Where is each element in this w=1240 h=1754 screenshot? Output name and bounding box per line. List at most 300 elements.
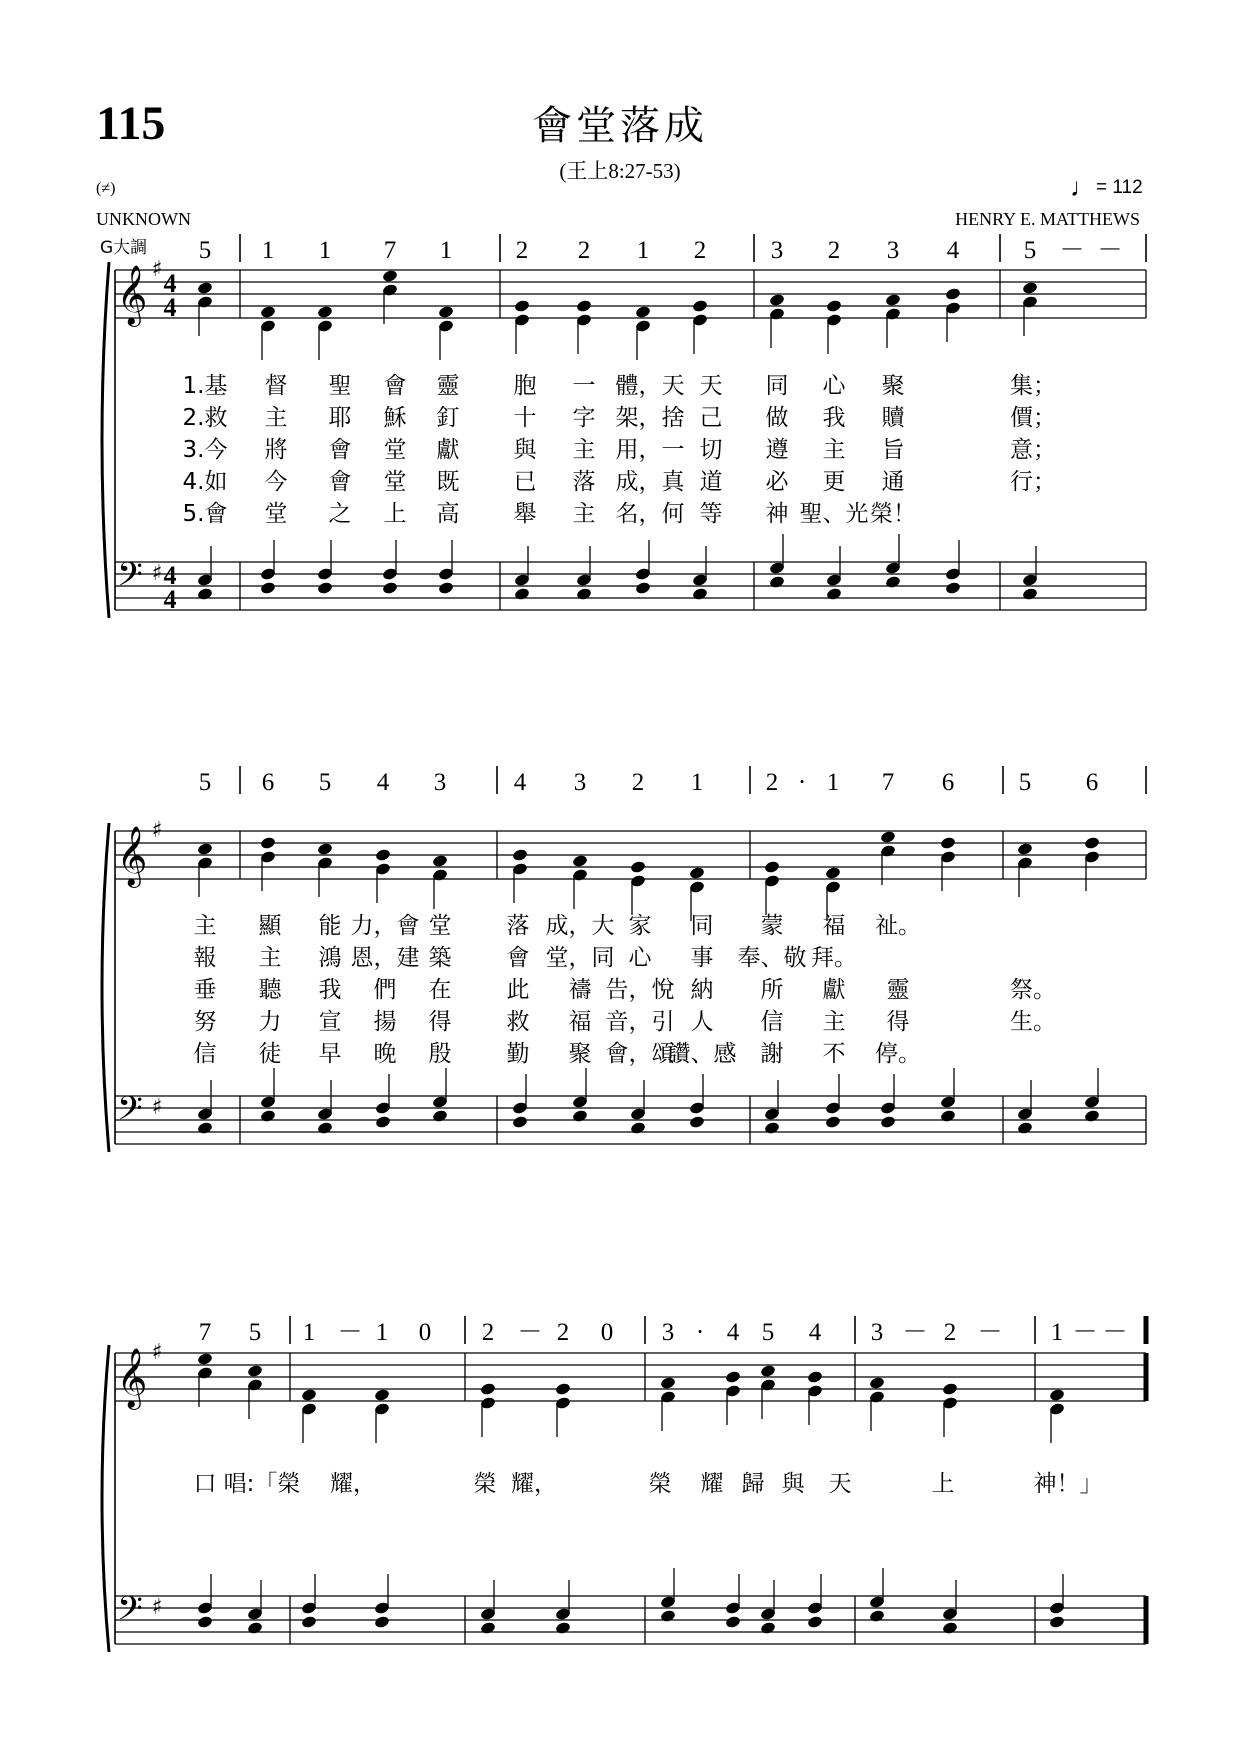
treble-note-head (432, 854, 449, 868)
bass-note-head (514, 587, 531, 601)
lyric-syllable: 5.會 (182, 501, 228, 527)
lyric-syllable: 榮 (473, 1471, 497, 1497)
lyric-syllable: 釘 (436, 405, 460, 431)
treble-note-head (260, 836, 277, 850)
lyric-syllable: 救 (506, 1009, 530, 1035)
lyric-syllable: 鴻 (318, 945, 342, 971)
numbered-note: 1 (439, 237, 453, 264)
system-brace (102, 262, 109, 618)
numbered-note: － (1072, 1319, 1098, 1346)
lyric-syllable: 努 (193, 1009, 217, 1035)
numbered-note: 5 (198, 237, 212, 264)
lyric-syllable: 上 (383, 501, 407, 527)
lyric-syllable: 會 (383, 373, 407, 399)
lyric-syllable: 耶 (328, 405, 352, 431)
lyric-syllable: 們 (373, 977, 397, 1003)
lyric-syllable: 停。 (875, 1041, 921, 1067)
bass-note-head (807, 1615, 824, 1629)
bass-note-head (375, 1115, 392, 1129)
bass-note-head (945, 581, 962, 595)
lyric-syllable: 做 (765, 405, 789, 431)
lyric-syllable: 在 (428, 977, 452, 1003)
treble-note-head (572, 854, 589, 868)
lyric-syllable: 堂 (383, 437, 407, 463)
treble-clef-icon: 𝄞 (116, 265, 148, 325)
numbered-note: 3 (573, 769, 587, 796)
numbered-note: 2 (631, 769, 645, 796)
lyric-syllable: 1.基 (182, 373, 228, 399)
sharp-icon: ♯ (151, 561, 163, 586)
lyric-syllable: 名，何 (615, 501, 685, 527)
lyric-syllable: 贖 (881, 405, 905, 431)
numbered-note: 2 (515, 237, 529, 264)
lyric-syllable: 主 (572, 501, 596, 527)
lyric-syllable: 耀， (330, 1471, 376, 1497)
sharp-icon: ♯ (151, 1595, 163, 1620)
lyric-syllable: 我 (822, 405, 846, 431)
lyric-syllable: 宣 (318, 1009, 342, 1035)
numbered-note: 1 (261, 237, 275, 264)
lyric-syllable: 成，大 (545, 913, 615, 939)
treble-note-head (635, 305, 652, 319)
bass-clef-icon: 𝄢 (117, 556, 143, 602)
lyric-syllable: 聚 (568, 1041, 592, 1067)
numbered-note: 6 (941, 769, 955, 796)
lyric-syllable: 聖 (328, 373, 352, 399)
lyric-syllable: 堂 (428, 913, 452, 939)
lyric-syllable: 讚、感 (667, 1041, 737, 1067)
lyric-syllable: 告，悅 (605, 977, 675, 1003)
treble-note-head (382, 269, 399, 283)
lyric-syllable: 與 (781, 1471, 805, 1497)
numbered-note: － (337, 1319, 363, 1346)
bass-note-head (197, 1615, 214, 1629)
lyric-syllable: 主 (822, 1009, 846, 1035)
sharp-icon: ♯ (151, 1340, 163, 1365)
numbered-note: 5 (761, 1319, 775, 1346)
numbered-note: 5 (248, 1319, 262, 1346)
lyric-syllable: 心 (628, 945, 652, 971)
bass-note-head (660, 1609, 677, 1623)
numbered-note: 1 (826, 769, 840, 796)
lyric-syllable: 主 (822, 437, 846, 463)
lyric-syllable: 會 (328, 437, 352, 463)
lyric-syllable: 事 (690, 945, 714, 971)
lyric-syllable: 口 (193, 1471, 217, 1497)
numbered-note: 4 (808, 1319, 822, 1346)
lyric-syllable: 將 (264, 437, 288, 463)
system-brace (102, 823, 109, 1152)
lyric-syllable: 落 (572, 469, 596, 495)
numbered-note: 1 (318, 237, 332, 264)
bass-note-head (769, 575, 786, 589)
numbered-note: 4 (376, 769, 390, 796)
treble-note-head (375, 848, 392, 862)
treble-note-head (692, 299, 709, 313)
lyric-syllable: 蒙 (760, 913, 784, 939)
bass-note-head (197, 587, 214, 601)
bass-note-head (635, 581, 652, 595)
treble-note-head (1017, 842, 1034, 856)
treble-note-head (480, 1382, 497, 1396)
lyric-syllable: 用，一 (615, 437, 685, 463)
treble-note-head (514, 299, 531, 313)
numbered-note: 5 (1023, 237, 1037, 264)
bass-clef-icon: 𝄢 (117, 1590, 143, 1636)
treble-note-head (374, 1388, 391, 1402)
numbered-note: 3 (433, 769, 447, 796)
lyric-syllable: 家 (628, 913, 652, 939)
lyric-syllable: 得 (428, 1009, 452, 1035)
numbered-note: － (1102, 1319, 1128, 1346)
treble-note-head (660, 1376, 677, 1390)
treble-note-head (260, 305, 277, 319)
lyric-syllable: 徒 (258, 1041, 282, 1067)
lyric-syllable: 奉、敬 (737, 945, 807, 971)
lyric-syllable: 天 (699, 373, 723, 399)
lyric-syllable: 己 (699, 405, 723, 431)
lyric-syllable: 獻 (822, 977, 846, 1003)
lyric-syllable: 道 (699, 469, 723, 495)
bass-note-head (885, 575, 902, 589)
treble-note-head (438, 305, 455, 319)
lyric-syllable: 耀 (700, 1471, 724, 1497)
lyric-syllable: 主 (572, 437, 596, 463)
treble-clef-icon: 𝄞 (116, 1348, 148, 1408)
treble-note-head (197, 1352, 214, 1366)
lyric-syllable: 勤 (506, 1041, 530, 1067)
time-signature-bottom: 4 (163, 293, 177, 322)
treble-note-head (869, 1376, 886, 1390)
treble-note-head (555, 1382, 572, 1396)
lyric-syllable: 祭。 (1010, 977, 1056, 1003)
lyric-syllable: 此 (506, 977, 530, 1003)
lyric-syllable: 督 (264, 373, 288, 399)
lyric-syllable: 遵 (765, 437, 789, 463)
bass-note-head (317, 581, 334, 595)
lyric-syllable: 聽 (258, 977, 282, 1003)
numbered-note: 1 (636, 237, 650, 264)
treble-clef-icon: 𝄞 (116, 826, 148, 886)
lyric-syllable: 耀， (511, 1471, 557, 1497)
numbered-note: 1 (690, 769, 704, 796)
lyric-syllable: 人 (690, 1009, 714, 1035)
lyric-syllable: 謝 (760, 1041, 784, 1067)
system-brace (102, 1345, 109, 1652)
treble-note-head (826, 299, 843, 313)
numbered-note: － (977, 1319, 1003, 1346)
lyric-syllable: 等 (699, 501, 723, 527)
lyric-syllable: 靈 (886, 977, 910, 1003)
lyric-syllable: 信 (193, 1041, 217, 1067)
numbered-note: 5 (1018, 769, 1032, 796)
lyric-syllable: 納 (690, 977, 714, 1003)
lyric-syllable: 同 (690, 913, 714, 939)
lyric-syllable: 晚 (373, 1041, 397, 1067)
treble-note-head (512, 848, 529, 862)
hymn-number: 115 (96, 97, 166, 150)
treble-note-head (945, 287, 962, 301)
bass-note-head (764, 1121, 781, 1135)
time-signature-top: 4 (163, 561, 177, 590)
lyric-syllable: 舉 (513, 501, 537, 527)
lyric-syllable: 上 (931, 1471, 955, 1497)
bass-note-head (940, 1109, 957, 1123)
lyric-syllable: 信 (760, 1009, 784, 1035)
numbered-note: 6 (1085, 769, 1099, 796)
lyricist: UNKNOWN (96, 209, 191, 229)
numbered-note: 2 (827, 237, 841, 264)
numbered-note: · (695, 1319, 705, 1346)
lyric-syllable: 已 (513, 469, 537, 495)
bass-note-head (630, 1121, 647, 1135)
numbered-note: · (797, 769, 807, 796)
lyric-syllable: 揚 (373, 1009, 397, 1035)
numbered-note: 6 (261, 769, 275, 796)
bass-note-head (760, 1621, 777, 1635)
lyric-syllable: 堂，同 (545, 945, 615, 971)
treble-note-head (197, 281, 214, 295)
numbered-note: 5 (318, 769, 332, 796)
meter-mark: (≠) (96, 180, 116, 197)
treble-note-head (942, 1382, 959, 1396)
lyric-syllable: 一 (572, 373, 596, 399)
bass-note-head (480, 1621, 497, 1635)
numbered-note: 7 (881, 769, 895, 796)
lyric-syllable: 與 (513, 437, 537, 463)
lyric-syllable: 落 (506, 913, 530, 939)
lyric-syllable: 殷 (428, 1041, 452, 1067)
treble-note-head (764, 860, 781, 874)
bass-note-head (1084, 1109, 1101, 1123)
lyric-syllable: 2.救 (182, 405, 228, 431)
lyric-syllable: 字 (572, 405, 596, 431)
lyric-syllable: 主 (193, 913, 217, 939)
lyric-syllable: 神 (765, 501, 789, 527)
lyric-syllable: 更 (822, 469, 846, 495)
numbered-note: 2 (577, 237, 591, 264)
lyric-syllable: 3.今 (182, 437, 228, 463)
lyric-syllable: 早 (318, 1041, 342, 1067)
lyric-syllable: 榮！ (870, 501, 916, 527)
treble-note-head (807, 1370, 824, 1384)
numbered-note: － (902, 1319, 928, 1346)
bass-note-head (1022, 587, 1039, 601)
lyric-syllable: 我 (318, 977, 342, 1003)
lyric-syllable: 能 (318, 913, 342, 939)
lyric-syllable: 行； (1010, 469, 1056, 495)
treble-note-head (940, 836, 957, 850)
lyric-syllable: 垂 (193, 977, 217, 1003)
lyric-syllable: 所 (760, 977, 784, 1003)
numbered-note: 3 (870, 1319, 884, 1346)
bass-note-head (317, 1121, 334, 1135)
lyric-syllable: 心 (822, 373, 846, 399)
bass-note-head (555, 1621, 572, 1635)
lyric-syllable: 聖、光 (799, 501, 869, 527)
lyric-syllable: 福 (568, 1009, 592, 1035)
lyric-syllable: 必 (765, 469, 789, 495)
numbered-note: 4 (726, 1319, 740, 1346)
treble-note-head (880, 830, 897, 844)
lyric-syllable: 意； (1010, 437, 1056, 463)
hymn-title: 會堂落成 (532, 103, 708, 149)
numbered-note: 1 (1050, 1319, 1064, 1346)
lyric-syllable: 會，頌 (605, 1041, 675, 1067)
key-signature-label: G大調 (100, 238, 148, 258)
scripture-reference: (王上8:27-53) (559, 159, 681, 183)
numbered-note: 2 (693, 237, 707, 264)
lyric-syllable: 之 (328, 501, 352, 527)
sharp-icon: ♯ (151, 1095, 163, 1120)
lyric-syllable: 報 (193, 945, 217, 971)
bass-note-head (260, 581, 277, 595)
numbered-note: 7 (383, 237, 397, 264)
numbered-note: 4 (946, 237, 960, 264)
lyric-syllable: 集； (1010, 373, 1056, 399)
bass-note-head (725, 1615, 742, 1629)
numbered-note: 2 (556, 1319, 570, 1346)
lyric-syllable: 會 (506, 945, 530, 971)
numbered-note: 3 (770, 237, 784, 264)
bass-note-head (438, 581, 455, 595)
lyric-syllable: 獻 (436, 437, 460, 463)
lyric-syllable: 成，真 (615, 469, 685, 495)
bass-note-head (692, 587, 709, 601)
lyric-syllable: 力，會 (350, 913, 420, 939)
bass-note-head (826, 587, 843, 601)
treble-note-head (1049, 1388, 1066, 1402)
lyric-syllable: 唱:「榮 (223, 1471, 301, 1497)
bass-note-head (382, 581, 399, 595)
numbered-note: 0 (600, 1319, 614, 1346)
lyric-syllable: 顯 (258, 913, 282, 939)
bass-note-head (512, 1115, 529, 1129)
lyric-syllable: 通 (881, 469, 905, 495)
treble-note-head (1022, 281, 1039, 295)
lyric-syllable: 主 (264, 405, 288, 431)
treble-note-head (825, 866, 842, 880)
numbered-note: 2 (765, 769, 779, 796)
treble-note-head (1084, 836, 1101, 850)
numbered-note: 2 (943, 1319, 957, 1346)
bass-note-head (1017, 1121, 1034, 1135)
bass-note-head (197, 1121, 214, 1135)
treble-note-head (885, 293, 902, 307)
lyric-syllable: 既 (436, 469, 460, 495)
numbered-note: － (517, 1319, 543, 1346)
lyric-syllable: 生。 (1010, 1009, 1056, 1035)
lyric-syllable: 價； (1010, 405, 1056, 431)
bass-note-head (869, 1609, 886, 1623)
sharp-icon: ♯ (151, 818, 163, 843)
lyric-syllable: 恩，建 (350, 945, 420, 971)
treble-note-head (760, 1364, 777, 1378)
numbered-note: 4 (513, 769, 527, 796)
bass-note-head (432, 1109, 449, 1123)
lyric-syllable: 禱 (568, 977, 592, 1003)
bass-note-head (301, 1615, 318, 1629)
quarter-note-icon: ♩ (1070, 172, 1096, 202)
lyric-syllable: 堂 (264, 501, 288, 527)
numbered-note: － (1097, 237, 1123, 264)
lyric-syllable: 力 (258, 1009, 282, 1035)
numbered-note: 1 (302, 1319, 316, 1346)
treble-note-head (769, 293, 786, 307)
tempo-value: = 112 (1096, 177, 1143, 198)
lyric-syllable: 旨 (881, 437, 905, 463)
lyric-syllable: 穌 (383, 405, 407, 431)
treble-note-head (317, 305, 334, 319)
time-signature-bottom: 4 (163, 585, 177, 614)
treble-note-head (317, 842, 334, 856)
bass-clef-icon: 𝄢 (117, 1090, 143, 1136)
numbered-note: 5 (198, 769, 212, 796)
treble-note-head (576, 299, 593, 313)
treble-note-head (689, 866, 706, 880)
bass-note-head (247, 1621, 264, 1635)
lyric-syllable: 同 (765, 373, 789, 399)
treble-note-head (725, 1370, 742, 1384)
lyric-syllable: 祉。 (875, 913, 921, 939)
bass-note-head (1049, 1615, 1066, 1629)
lyric-syllable: 音，引 (605, 1009, 675, 1035)
sharp-icon: ♯ (151, 257, 163, 282)
composer: HENRY E. MATTHEWS (955, 209, 1140, 229)
numbered-note: 7 (198, 1319, 212, 1346)
lyric-syllable: 胞 (513, 373, 537, 399)
numbered-note: 3 (886, 237, 900, 264)
lyric-syllable: 得 (886, 1009, 910, 1035)
lyric-syllable: 切 (699, 437, 723, 463)
lyric-syllable: 高 (436, 501, 460, 527)
numbered-note: 3 (661, 1319, 675, 1346)
lyric-syllable: 體，天 (615, 373, 685, 399)
treble-note-head (630, 860, 647, 874)
lyric-syllable: 拜。 (811, 945, 857, 971)
lyric-syllable: 榮 (648, 1471, 672, 1497)
numbered-note: 0 (418, 1319, 432, 1346)
lyric-syllable: 聚 (881, 373, 905, 399)
lyric-syllable: 築 (428, 945, 452, 971)
lyric-syllable: 十 (513, 405, 537, 431)
bass-note-head (880, 1115, 897, 1129)
lyric-syllable: 堂 (383, 469, 407, 495)
lyric-syllable: 4.如 (182, 469, 228, 495)
numbered-note: 1 (375, 1319, 389, 1346)
lyric-syllable: 天 (828, 1471, 852, 1497)
bass-note-head (825, 1115, 842, 1129)
bass-note-head (260, 1109, 277, 1123)
lyric-syllable: 靈 (436, 373, 460, 399)
lyric-syllable: 神！」 (1033, 1471, 1103, 1497)
treble-note-head (197, 842, 214, 856)
lyric-syllable: 架，捨 (615, 405, 685, 431)
time-signature-top: 4 (163, 269, 177, 298)
bass-note-head (374, 1615, 391, 1629)
bass-note-head (576, 587, 593, 601)
lyric-syllable: 福 (822, 913, 846, 939)
lyric-syllable: 會 (328, 469, 352, 495)
treble-note-head (247, 1364, 264, 1378)
lyric-syllable: 歸 (741, 1471, 765, 1497)
numbered-note: － (1059, 237, 1085, 264)
lyric-syllable: 主 (258, 945, 282, 971)
treble-note-head (301, 1388, 318, 1402)
lyric-syllable: 今 (264, 469, 288, 495)
bass-note-head (942, 1621, 959, 1635)
numbered-note: 2 (481, 1319, 495, 1346)
